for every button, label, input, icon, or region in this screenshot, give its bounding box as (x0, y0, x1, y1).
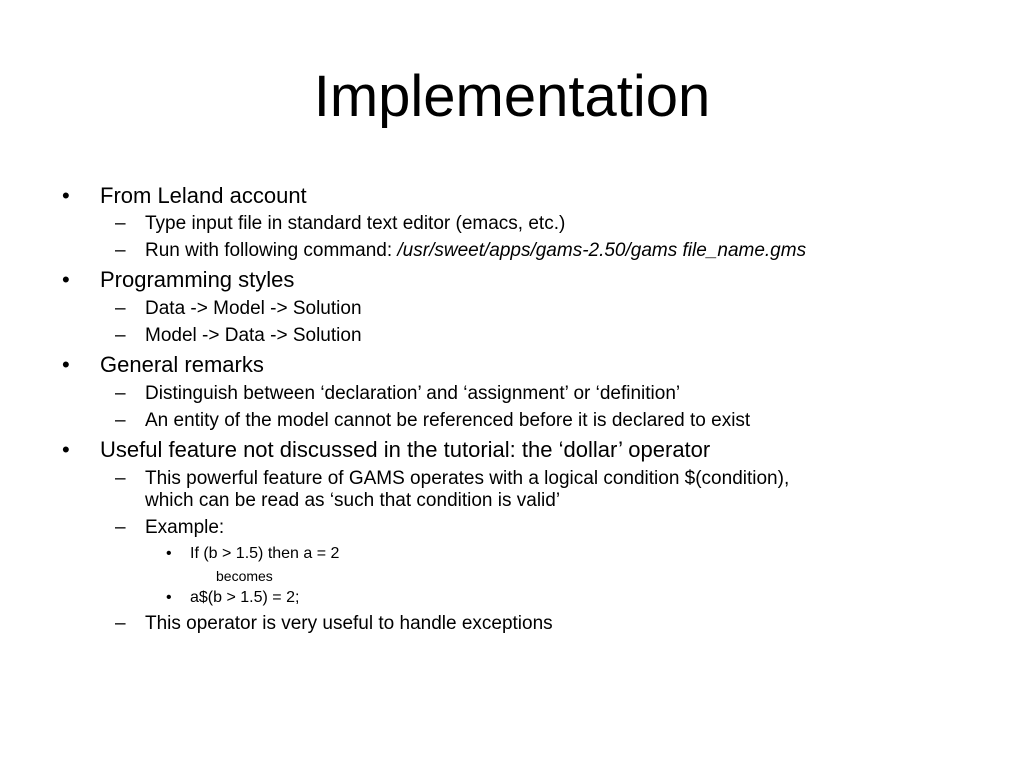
sub-bullet-text: This powerful feature of GAMS operates with a logical condition $(condition), (145, 468, 790, 489)
bullet-text: General remarks (100, 352, 264, 377)
bullet-mark: • (62, 437, 70, 462)
bullet-mark: • (62, 183, 70, 208)
bullet-mark: • (62, 352, 70, 377)
dash-mark: – (115, 613, 126, 634)
sub-sub-bullet-text: a$(b > 1.5) = 2; (190, 589, 300, 606)
sub-bullet-item (115, 517, 225, 539)
sub-sub-bullet-item (166, 544, 340, 564)
dash-mark: – (115, 410, 126, 431)
sub-bullet-text: Run with following command: (145, 240, 398, 261)
sub-bullet-text: An entity of the model cannot be referenced before it is declared to exist (145, 410, 751, 431)
bullet-item (62, 436, 711, 464)
example-note (216, 567, 273, 585)
sub-bullet-text: Model -> Data -> Solution (145, 325, 362, 346)
slide-title: Implementation (313, 64, 711, 129)
sub-bullet-item (115, 213, 566, 235)
command-path: /usr/sweet/apps/gams-2.50/gams file_name.gms (397, 240, 807, 261)
sub-sub-bullet-item (166, 588, 300, 608)
sub-bullet-text: This operator is very useful to handle exceptions (145, 613, 553, 634)
bullet-mark: • (62, 267, 70, 292)
dash-mark: – (115, 383, 126, 404)
dash-mark: – (115, 517, 126, 538)
sub-bullet-item (115, 613, 553, 635)
dash-mark: – (115, 213, 126, 234)
sub-bullet-continuation (145, 490, 560, 512)
bullet-mark: • (166, 545, 172, 562)
sub-bullet-item (115, 468, 790, 490)
bullet-text: From Leland account (100, 183, 307, 208)
note-text: becomes (216, 568, 273, 584)
bullet-item (62, 182, 307, 210)
sub-bullet-item (115, 240, 807, 262)
dash-mark: – (115, 240, 126, 261)
bullet-text: Programming styles (100, 267, 295, 292)
sub-sub-bullet-text: If (b > 1.5) then a = 2 (190, 545, 340, 562)
sub-bullet-item (115, 383, 681, 405)
sub-bullet-text: Data -> Model -> Solution (145, 298, 362, 319)
sub-bullet-text: which can be read as ‘such that condition is valid’ (145, 490, 561, 511)
sub-bullet-item (115, 410, 751, 432)
sub-bullet-item (115, 325, 362, 347)
sub-bullet-item (115, 298, 362, 320)
bullet-item (62, 266, 295, 294)
dash-mark: – (115, 468, 126, 489)
sub-bullet-text: Example: (145, 517, 225, 538)
bullet-text: Useful feature not discussed in the tutorial: the ‘dollar’ operator (100, 437, 711, 462)
sub-bullet-text: Distinguish between ‘declaration’ and ‘assignment’ or ‘definition’ (145, 383, 681, 404)
bullet-item (62, 351, 264, 379)
sub-bullet-text: Type input file in standard text editor (emacs, etc.) (145, 213, 566, 234)
dash-mark: – (115, 325, 126, 346)
bullet-mark: • (166, 589, 172, 606)
dash-mark: – (115, 298, 126, 319)
